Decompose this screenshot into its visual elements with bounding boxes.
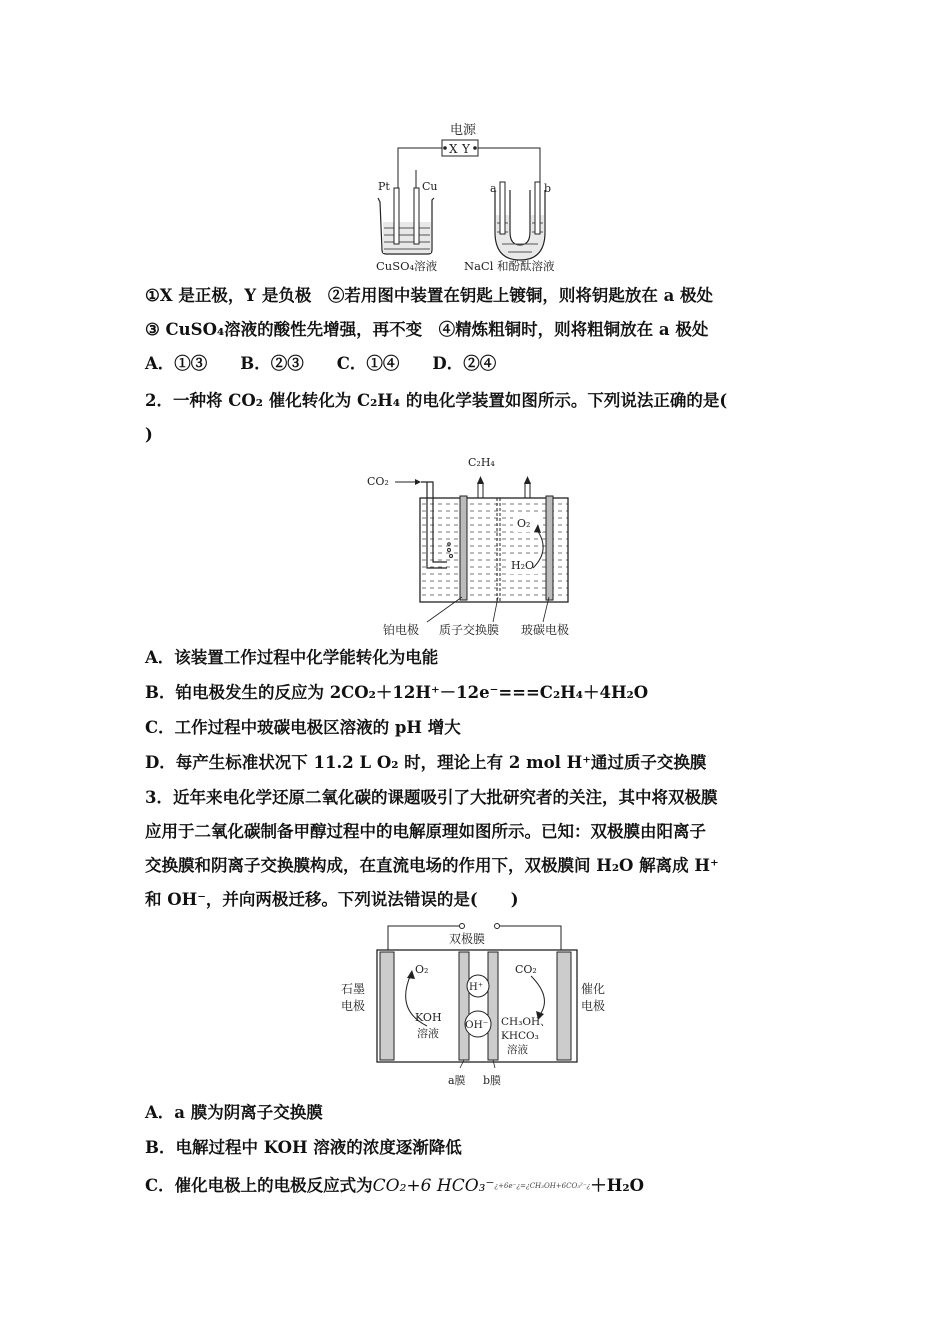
q3-option-c-suffix: ＋H₂O bbox=[590, 1176, 644, 1195]
power-source-box bbox=[442, 140, 478, 156]
b-electrode bbox=[535, 182, 540, 234]
pt-electrode-caption: 铂电极 bbox=[383, 623, 420, 637]
q2-stem-line2: ) bbox=[145, 425, 153, 444]
h2o-label: H₂O bbox=[511, 559, 535, 572]
pt-electrode-plate bbox=[460, 496, 467, 600]
q2-option-b: B．铂电极发生的反应为 2CO₂＋12H⁺－12e⁻===C₂H₄＋4H₂O bbox=[145, 683, 649, 702]
o2-product-label: O₂ bbox=[415, 963, 429, 976]
q2-option-d: D．每产生标准状况下 11.2 L O₂ 时，理论上有 2 mol H⁺通过质子交换膜 bbox=[145, 753, 707, 772]
a-membrane bbox=[459, 952, 469, 1060]
figure-electrolysis-cells bbox=[370, 120, 590, 275]
q2-option-c: C．工作过程中玻碳电极区溶液的 pH 增大 bbox=[145, 718, 461, 737]
catalytic-label-1: 催化 bbox=[581, 982, 606, 996]
q3-option-c bbox=[145, 1174, 644, 1198]
catalytic-label-2: 电极 bbox=[581, 999, 606, 1013]
glassy-carbon-caption: 玻碳电极 bbox=[521, 623, 570, 637]
co2-reactant-label: CO₂ bbox=[515, 963, 537, 976]
koh-solution-label: 溶液 bbox=[417, 1027, 439, 1040]
a-membrane-caption: a膜 bbox=[448, 1074, 466, 1087]
glassy-carbon-plate bbox=[546, 496, 553, 600]
q2-option-a: A．该装置工作过程中化学能转化为电能 bbox=[145, 648, 439, 667]
cu-electrode-label: Cu bbox=[422, 180, 438, 193]
graphite-electrode-plate bbox=[380, 952, 394, 1060]
y-terminal-label: Y bbox=[462, 142, 470, 156]
q3-stem-line3: 交换膜和阴离子交换膜构成，在直流电场的作用下，双极膜间 H₂O 解离成 H⁺ bbox=[145, 856, 719, 875]
figure-bipolar-membrane-cell bbox=[335, 918, 625, 1093]
a-electrode bbox=[500, 182, 505, 234]
b-membrane-caption: b膜 bbox=[483, 1074, 502, 1087]
cu-electrode bbox=[414, 188, 419, 244]
x-terminal-label: X bbox=[449, 142, 458, 156]
q3-option-b: B．电解过程中 KOH 溶液的浓度逐渐降低 bbox=[145, 1138, 462, 1157]
o2-label: O₂ bbox=[517, 517, 531, 530]
q3-option-c-formula: CO₂+6 HCO₃⁻ bbox=[372, 1176, 495, 1196]
q3-stem-line2: 应用于二氧化碳制备甲醇过程中的电解原理如图所示。已知：双极膜由阳离子 bbox=[145, 822, 706, 841]
koh-label: KOH bbox=[415, 1011, 442, 1024]
b-membrane bbox=[488, 952, 498, 1060]
bipolar-membrane-label: 双极膜 bbox=[449, 932, 486, 946]
q1-options: A．①③ B．②③ C．①④ D．②④ bbox=[145, 354, 497, 373]
q3-stem-line4: 和 OH⁻，并向两极迁移。下列说法错误的是( ) bbox=[145, 890, 519, 909]
q1-statements-line2: ③ CuSO₄溶液的酸性先增强，再不变 ④精炼粗铜时，则将粗铜放在 a 极处 bbox=[145, 320, 709, 339]
nacl-caption: NaCl 和酚酞溶液 bbox=[464, 259, 555, 273]
q1-statements-line1: ①X 是正极，Y 是负极 ②若用图中装置在钥匙上镀铜，则将钥匙放在 a 极处 bbox=[145, 286, 714, 305]
membrane-caption: 质子交换膜 bbox=[439, 623, 500, 637]
figure-co2-c2h4-cell bbox=[365, 452, 590, 637]
h-plus-label: H⁺ bbox=[469, 982, 483, 993]
b-electrode-label: b bbox=[544, 182, 552, 195]
right-solution-label: 溶液 bbox=[507, 1044, 528, 1056]
power-source-label: 电源 bbox=[450, 123, 477, 138]
pt-electrode bbox=[394, 188, 399, 244]
q3-stem-line1: 3．近年来电化学还原二氧化碳的课题吸引了大批研究者的关注，其中将双极膜 bbox=[145, 788, 718, 807]
q3-option-c-garbled: ¿+6e⁻¿=¿CH₃OH+6CO₃²⁻¿ bbox=[494, 1182, 591, 1190]
khco3-label: KHCO₃ bbox=[501, 1030, 539, 1042]
oh-minus-label: OH⁻ bbox=[465, 1019, 489, 1031]
co2-inlet-label: CO₂ bbox=[367, 475, 389, 488]
q3-option-c-prefix: C．催化电极上的电极反应式为 bbox=[145, 1176, 373, 1195]
c2h4-label: C₂H₄ bbox=[468, 456, 495, 469]
pt-electrode-label: Pt bbox=[378, 180, 390, 193]
catalytic-electrode-plate bbox=[557, 952, 571, 1060]
cuso4-caption: CuSO₄溶液 bbox=[376, 259, 438, 273]
a-electrode-label: a bbox=[490, 182, 497, 195]
ch3oh-label: CH₃OH、 bbox=[501, 1016, 551, 1028]
q3-option-a: A．a 膜为阴离子交换膜 bbox=[145, 1103, 323, 1122]
graphite-label-2: 电极 bbox=[341, 999, 366, 1013]
graphite-label-1: 石墨 bbox=[341, 982, 366, 996]
q2-stem-line1: 2．一种将 CO₂ 催化转化为 C₂H₄ 的电化学装置如图所示。下列说法正确的是( bbox=[145, 391, 728, 410]
